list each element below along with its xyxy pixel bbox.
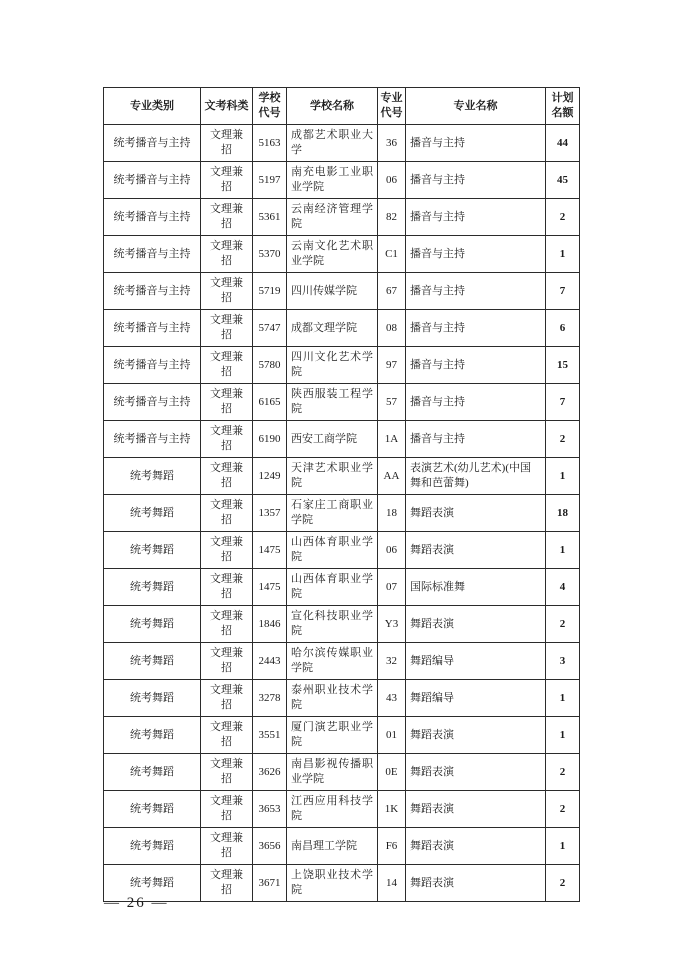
table-row <box>104 421 580 458</box>
cell-major-code: 07 <box>378 569 406 606</box>
table-row <box>104 569 580 606</box>
table-row <box>104 458 580 495</box>
cell-school-name: 陕西服装工程学院 <box>287 384 378 421</box>
cell-school-code: 1846 <box>253 606 287 643</box>
cell-major-name: 播音与主持 <box>406 347 546 384</box>
cell-school-code: 5163 <box>253 125 287 162</box>
cell-major-name: 播音与主持 <box>406 384 546 421</box>
cell-quota: 1 <box>546 532 580 569</box>
cell-major-name: 舞蹈表演 <box>406 606 546 643</box>
cell-quota: 1 <box>546 717 580 754</box>
cell-school-code: 5780 <box>253 347 287 384</box>
cell-school-name: 江西应用科技学院 <box>287 791 378 828</box>
table-row <box>104 791 580 828</box>
cell-school-name: 四川文化艺术学院 <box>287 347 378 384</box>
cell-major-name: 舞蹈表演 <box>406 532 546 569</box>
cell-major-code: 43 <box>378 680 406 717</box>
cell-quota: 44 <box>546 125 580 162</box>
cell-exam-type: 文理兼招 <box>201 310 253 347</box>
cell-quota: 3 <box>546 643 580 680</box>
table-row <box>104 680 580 717</box>
cell-exam-type: 文理兼招 <box>201 532 253 569</box>
table-row <box>104 347 580 384</box>
cell-category: 统考舞蹈 <box>104 865 201 902</box>
admission-plan-table <box>103 87 580 902</box>
cell-quota: 7 <box>546 273 580 310</box>
table-row <box>104 606 580 643</box>
cell-exam-type: 文理兼招 <box>201 421 253 458</box>
cell-major-code: C1 <box>378 236 406 273</box>
cell-quota: 15 <box>546 347 580 384</box>
cell-exam-type: 文理兼招 <box>201 754 253 791</box>
cell-major-code: 82 <box>378 199 406 236</box>
cell-exam-type: 文理兼招 <box>201 680 253 717</box>
table-row <box>104 495 580 532</box>
cell-school-code: 5747 <box>253 310 287 347</box>
cell-major-name: 播音与主持 <box>406 199 546 236</box>
cell-school-code: 5719 <box>253 273 287 310</box>
cell-major-code: 01 <box>378 717 406 754</box>
cell-major-name: 舞蹈表演 <box>406 828 546 865</box>
cell-exam-type: 文理兼招 <box>201 865 253 902</box>
cell-quota: 6 <box>546 310 580 347</box>
cell-school-name: 云南经济管理学院 <box>287 199 378 236</box>
cell-school-code: 5197 <box>253 162 287 199</box>
cell-school-code: 6165 <box>253 384 287 421</box>
cell-quota: 1 <box>546 828 580 865</box>
cell-major-code: 08 <box>378 310 406 347</box>
cell-school-code: 6190 <box>253 421 287 458</box>
cell-quota: 2 <box>546 421 580 458</box>
cell-exam-type: 文理兼招 <box>201 162 253 199</box>
cell-school-code: 3278 <box>253 680 287 717</box>
cell-school-code: 3551 <box>253 717 287 754</box>
cell-category: 统考舞蹈 <box>104 643 201 680</box>
cell-major-name: 播音与主持 <box>406 162 546 199</box>
table-row <box>104 236 580 273</box>
cell-school-name: 宣化科技职业学院 <box>287 606 378 643</box>
cell-school-name: 西安工商学院 <box>287 421 378 458</box>
cell-school-code: 3671 <box>253 865 287 902</box>
column-header-exam-type: 文考科类 <box>201 88 253 125</box>
cell-category: 统考舞蹈 <box>104 532 201 569</box>
cell-major-name: 舞蹈编导 <box>406 680 546 717</box>
cell-school-name: 云南文化艺术职业学院 <box>287 236 378 273</box>
cell-major-code: 36 <box>378 125 406 162</box>
cell-category: 统考舞蹈 <box>104 791 201 828</box>
cell-category: 统考播音与主持 <box>104 199 201 236</box>
cell-quota: 1 <box>546 680 580 717</box>
table-row <box>104 643 580 680</box>
cell-category: 统考播音与主持 <box>104 273 201 310</box>
cell-major-code: 1A <box>378 421 406 458</box>
cell-quota: 2 <box>546 865 580 902</box>
cell-quota: 2 <box>546 606 580 643</box>
table-row <box>104 754 580 791</box>
cell-school-code: 3626 <box>253 754 287 791</box>
cell-major-code: 14 <box>378 865 406 902</box>
cell-category: 统考舞蹈 <box>104 680 201 717</box>
cell-major-code: 0E <box>378 754 406 791</box>
cell-quota: 2 <box>546 754 580 791</box>
cell-major-name: 舞蹈表演 <box>406 865 546 902</box>
cell-major-name: 播音与主持 <box>406 310 546 347</box>
cell-quota: 1 <box>546 236 580 273</box>
column-header-major-name: 专业名称 <box>406 88 546 125</box>
cell-major-name: 播音与主持 <box>406 236 546 273</box>
cell-major-name: 舞蹈表演 <box>406 495 546 532</box>
cell-major-code: 06 <box>378 162 406 199</box>
cell-school-name: 成都艺术职业大学 <box>287 125 378 162</box>
table-row <box>104 384 580 421</box>
cell-quota: 1 <box>546 458 580 495</box>
cell-major-code: 18 <box>378 495 406 532</box>
cell-major-name: 播音与主持 <box>406 421 546 458</box>
cell-school-code: 1357 <box>253 495 287 532</box>
cell-exam-type: 文理兼招 <box>201 384 253 421</box>
cell-major-code: 06 <box>378 532 406 569</box>
cell-school-name: 哈尔滨传媒职业学院 <box>287 643 378 680</box>
cell-category: 统考舞蹈 <box>104 569 201 606</box>
table-row <box>104 310 580 347</box>
table-row <box>104 273 580 310</box>
cell-major-name: 舞蹈表演 <box>406 754 546 791</box>
cell-quota: 18 <box>546 495 580 532</box>
cell-school-code: 1249 <box>253 458 287 495</box>
cell-exam-type: 文理兼招 <box>201 717 253 754</box>
cell-exam-type: 文理兼招 <box>201 791 253 828</box>
cell-major-code: 67 <box>378 273 406 310</box>
cell-category: 统考舞蹈 <box>104 717 201 754</box>
cell-major-code: 97 <box>378 347 406 384</box>
cell-major-code: Y3 <box>378 606 406 643</box>
cell-category: 统考舞蹈 <box>104 754 201 791</box>
table-row <box>104 532 580 569</box>
cell-school-code: 5370 <box>253 236 287 273</box>
column-header-school-code: 学校代号 <box>253 88 287 125</box>
cell-school-code: 1475 <box>253 569 287 606</box>
column-header-major-code: 专业代号 <box>378 88 406 125</box>
cell-exam-type: 文理兼招 <box>201 643 253 680</box>
cell-exam-type: 文理兼招 <box>201 458 253 495</box>
cell-school-name: 上饶职业技术学院 <box>287 865 378 902</box>
cell-category: 统考播音与主持 <box>104 162 201 199</box>
column-header-category: 专业类别 <box>104 88 201 125</box>
table-row <box>104 125 580 162</box>
cell-quota: 4 <box>546 569 580 606</box>
cell-exam-type: 文理兼招 <box>201 828 253 865</box>
cell-category: 统考舞蹈 <box>104 458 201 495</box>
cell-school-name: 山西体育职业学院 <box>287 569 378 606</box>
cell-school-code: 3653 <box>253 791 287 828</box>
cell-school-name: 石家庄工商职业学院 <box>287 495 378 532</box>
cell-quota: 2 <box>546 199 580 236</box>
cell-major-code: 1K <box>378 791 406 828</box>
cell-school-name: 四川传媒学院 <box>287 273 378 310</box>
cell-category: 统考舞蹈 <box>104 495 201 532</box>
column-header-quota: 计划名额 <box>546 88 580 125</box>
cell-category: 统考播音与主持 <box>104 125 201 162</box>
cell-school-name: 天津艺术职业学院 <box>287 458 378 495</box>
column-header-school-name: 学校名称 <box>287 88 378 125</box>
cell-exam-type: 文理兼招 <box>201 125 253 162</box>
cell-school-name: 南昌影视传播职业学院 <box>287 754 378 791</box>
table-row <box>104 199 580 236</box>
cell-exam-type: 文理兼招 <box>201 495 253 532</box>
cell-category: 统考播音与主持 <box>104 236 201 273</box>
cell-quota: 2 <box>546 791 580 828</box>
table-row <box>104 865 580 902</box>
cell-exam-type: 文理兼招 <box>201 347 253 384</box>
cell-major-name: 播音与主持 <box>406 125 546 162</box>
cell-school-name: 南充电影工业职业学院 <box>287 162 378 199</box>
cell-exam-type: 文理兼招 <box>201 199 253 236</box>
cell-major-name: 国际标准舞 <box>406 569 546 606</box>
cell-category: 统考舞蹈 <box>104 828 201 865</box>
table-header-row <box>104 88 580 125</box>
cell-school-code: 3656 <box>253 828 287 865</box>
cell-major-name: 舞蹈编导 <box>406 643 546 680</box>
cell-school-name: 厦门演艺职业学院 <box>287 717 378 754</box>
cell-major-name: 舞蹈表演 <box>406 791 546 828</box>
cell-exam-type: 文理兼招 <box>201 606 253 643</box>
cell-major-code: 32 <box>378 643 406 680</box>
cell-school-name: 山西体育职业学院 <box>287 532 378 569</box>
cell-school-name: 南昌理工学院 <box>287 828 378 865</box>
cell-school-code: 5361 <box>253 199 287 236</box>
page-number: — 26 — <box>104 895 169 911</box>
cell-school-code: 1475 <box>253 532 287 569</box>
cell-category: 统考舞蹈 <box>104 606 201 643</box>
table-row <box>104 828 580 865</box>
cell-major-code: AA <box>378 458 406 495</box>
cell-quota: 45 <box>546 162 580 199</box>
table-row <box>104 717 580 754</box>
cell-school-name: 泰州职业技术学院 <box>287 680 378 717</box>
cell-major-code: F6 <box>378 828 406 865</box>
table-row <box>104 162 580 199</box>
cell-category: 统考播音与主持 <box>104 384 201 421</box>
cell-major-name: 舞蹈表演 <box>406 717 546 754</box>
cell-school-name: 成都文理学院 <box>287 310 378 347</box>
cell-school-code: 2443 <box>253 643 287 680</box>
cell-category: 统考播音与主持 <box>104 421 201 458</box>
cell-major-name: 播音与主持 <box>406 273 546 310</box>
cell-quota: 7 <box>546 384 580 421</box>
cell-exam-type: 文理兼招 <box>201 569 253 606</box>
cell-exam-type: 文理兼招 <box>201 273 253 310</box>
cell-category: 统考播音与主持 <box>104 310 201 347</box>
cell-exam-type: 文理兼招 <box>201 236 253 273</box>
cell-major-name: 表演艺术(幼儿艺术)(中国舞和芭蕾舞) <box>406 458 546 495</box>
cell-major-code: 57 <box>378 384 406 421</box>
cell-category: 统考播音与主持 <box>104 347 201 384</box>
